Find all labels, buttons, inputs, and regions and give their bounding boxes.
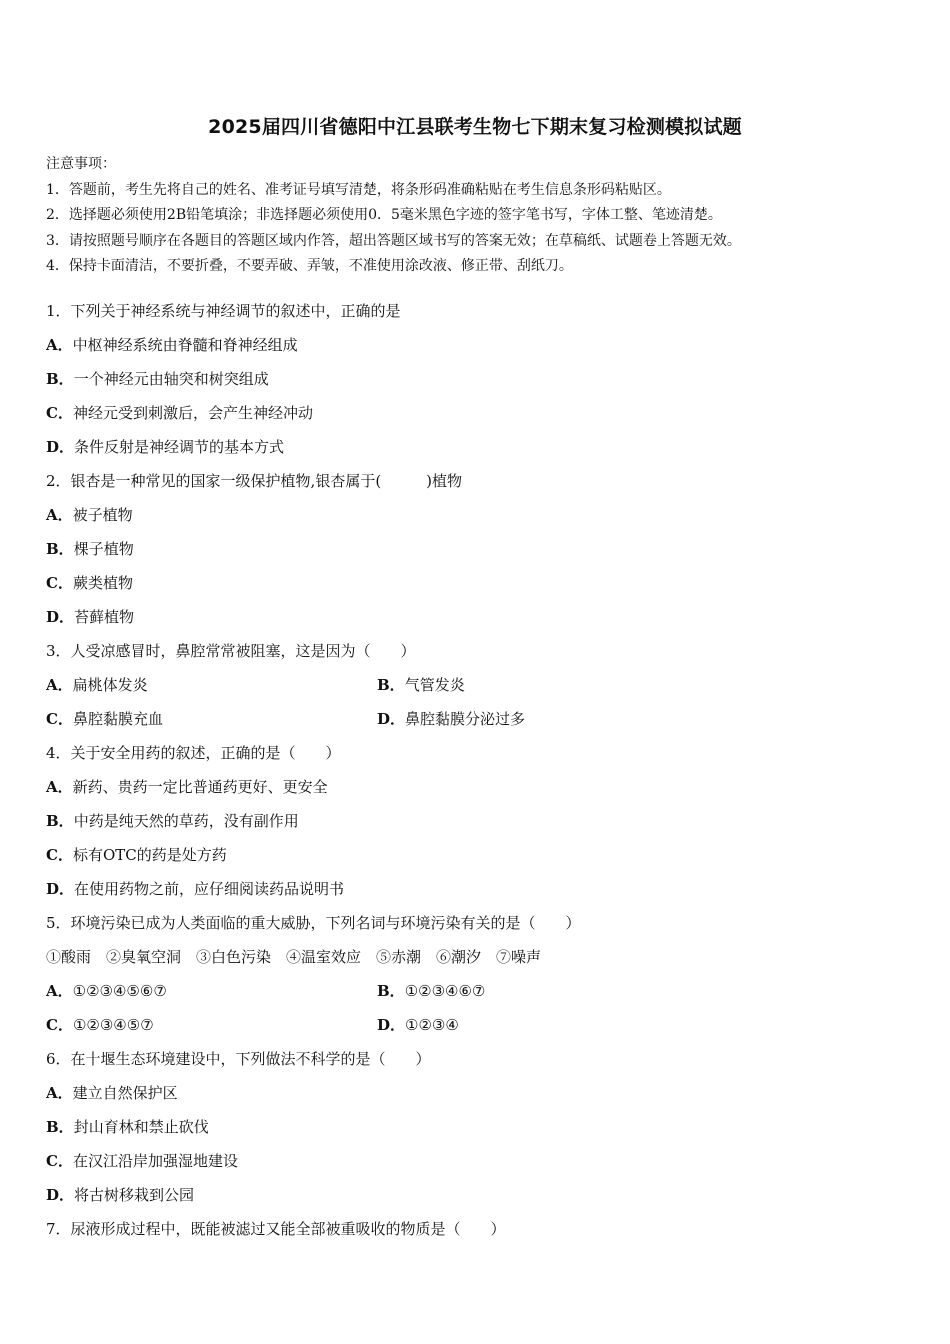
option-letter: C． (46, 1016, 73, 1034)
question-stem: 7．尿液形成过程中，既能被滤过又能全部被重吸收的物质是（ ） (46, 1220, 506, 1238)
question-stem: 3．人受凉感冒时，鼻腔常常被阻塞，这是因为（ ） (46, 642, 416, 660)
option-letter: B． (46, 370, 74, 388)
answer-option[interactable] (377, 672, 465, 698)
answer-option[interactable] (46, 706, 163, 732)
option-text: 鼻腔黏膜充血 (72, 710, 163, 728)
option-text: 扁桃体发炎 (72, 676, 148, 694)
option-text: 将古树移栽到公园 (74, 1186, 195, 1204)
question-stem: 5．环境污染已成为人类面临的重大威胁，下列名词与环境污染有关的是（ ） (46, 914, 581, 932)
option-letter: B． (46, 812, 74, 830)
option-text: 一个神经元由轴突和树突组成 (73, 370, 269, 388)
answer-option[interactable] (46, 536, 916, 570)
option-letter: D． (377, 1016, 406, 1034)
answer-option[interactable] (46, 876, 916, 910)
answer-option[interactable] (46, 1080, 916, 1114)
answer-option[interactable] (46, 1114, 916, 1148)
notice-heading: 注意事项： (46, 156, 116, 172)
option-text: ①②③④⑤⑥⑦ (72, 982, 167, 1000)
option-text: 鼻腔黏膜分泌过多 (405, 710, 526, 728)
option-letter: B． (46, 1118, 74, 1136)
option-letter: C． (46, 1152, 73, 1170)
answer-option[interactable] (46, 808, 916, 842)
option-letter: A． (46, 506, 73, 524)
notice-item: 3．请按照题号顺序在各题目的答题区域内作答，超出答题区域书写的答案无效；在草稿纸、试题卷上答题无效。 (46, 232, 741, 249)
option-text: 被子植物 (72, 506, 133, 524)
question-extra: ①酸雨 ②臭氧空洞 ③白色污染 ④温室效应 ⑤赤潮 ⑥潮汐 ⑦噪声 (46, 948, 542, 966)
option-letter: A． (46, 778, 73, 796)
option-row (46, 706, 916, 740)
option-letter: A． (46, 676, 73, 694)
option-text: 在使用药物之前，应仔细阅读药品说明书 (74, 880, 345, 898)
option-text: 条件反射是神经调节的基本方式 (74, 438, 285, 456)
option-letter: D． (46, 608, 75, 626)
option-row (46, 1012, 916, 1046)
option-letter: A． (46, 982, 73, 1000)
option-text: 中枢神经系统由脊髓和脊神经组成 (72, 336, 298, 354)
option-text: 苔藓植物 (74, 608, 135, 626)
option-letter: A． (46, 336, 73, 354)
option-letter: B． (377, 676, 405, 694)
question-stem: 6．在十堰生态环境建设中，下列做法不科学的是（ ） (46, 1050, 431, 1068)
option-row (46, 978, 916, 1012)
option-letter: D． (46, 1186, 75, 1204)
question-list (46, 298, 916, 1250)
answer-option[interactable] (46, 1182, 916, 1216)
answer-option[interactable] (46, 1148, 916, 1182)
option-letter: C． (46, 710, 73, 728)
notice-item: 4．保持卡面清洁，不要折叠，不要弄破、弄皱，不准使用涂改液、修正带、刮纸刀。 (46, 258, 573, 274)
answer-option[interactable] (46, 332, 916, 366)
answer-option[interactable] (46, 400, 916, 434)
question-stem: 1．下列关于神经系统与神经调节的叙述中，正确的是 (46, 302, 401, 320)
option-text: 在汉江沿岸加强湿地建设 (72, 1152, 238, 1170)
option-letter: B． (377, 982, 405, 1000)
option-text: 标有OTC的药是处方药 (72, 846, 227, 864)
answer-option[interactable] (377, 1012, 459, 1038)
question-stem: 4．关于安全用药的叙述，正确的是（ ） (46, 744, 341, 762)
option-letter: C． (46, 574, 73, 592)
option-text: ①②③④ (405, 1016, 459, 1034)
answer-option[interactable] (46, 672, 148, 698)
question-stem: 2．银杏是一种常见的国家一级保护植物,银杏属于( )植物 (46, 472, 463, 490)
option-text: ①②③④⑥⑦ (404, 982, 486, 1000)
option-letter: D． (46, 438, 75, 456)
option-text: 新药、贵药一定比普通药更好、更安全 (72, 778, 328, 796)
option-text: 气管发炎 (404, 676, 465, 694)
answer-option[interactable] (46, 570, 916, 604)
answer-option[interactable] (46, 366, 916, 400)
answer-option[interactable] (377, 706, 525, 732)
answer-option[interactable] (46, 502, 916, 536)
notice-item: 1．答题前，考生先将自己的姓名、准考证号填写清楚，将条形码准确粘贴在考生信息条形码粘贴区。 (46, 181, 671, 198)
answer-option[interactable] (46, 1012, 154, 1038)
option-letter: C． (46, 846, 73, 864)
option-letter: A． (46, 1084, 73, 1102)
page-title: 2025届四川省德阳中江县联考生物七下期末复习检测模拟试题 (208, 116, 742, 138)
answer-option[interactable] (46, 842, 916, 876)
option-letter: D． (377, 710, 406, 728)
option-text: 蕨类植物 (72, 574, 133, 592)
option-letter: B． (46, 540, 74, 558)
notice-item: 2．选择题必须使用2B铅笔填涂；非选择题必须使用0．5毫米黑色字迹的签字笔书写，字体工整、笔迹清楚。 (46, 207, 722, 223)
option-text: 建立自然保护区 (72, 1084, 178, 1102)
option-text: 棵子植物 (73, 540, 134, 558)
option-row (46, 672, 916, 706)
option-text: 神经元受到刺激后，会产生神经冲动 (72, 404, 313, 422)
option-text: 中药是纯天然的草药，没有副作用 (73, 812, 299, 830)
option-letter: D． (46, 880, 75, 898)
answer-option[interactable] (46, 604, 916, 638)
answer-option[interactable] (46, 978, 167, 1004)
answer-option[interactable] (377, 978, 485, 1004)
answer-option[interactable] (46, 774, 916, 808)
answer-option[interactable] (46, 434, 916, 468)
option-letter: C． (46, 404, 73, 422)
option-text: ①②③④⑤⑦ (72, 1016, 154, 1034)
option-text: 封山育林和禁止砍伐 (73, 1118, 209, 1136)
notice-section (46, 152, 916, 280)
